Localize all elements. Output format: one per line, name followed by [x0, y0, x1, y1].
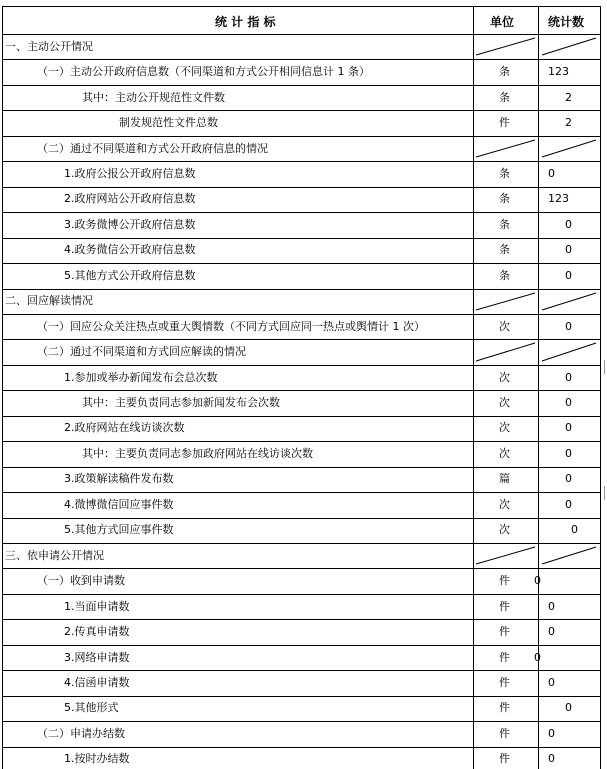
row-unit: 件 — [499, 701, 510, 714]
row-unit: 件 — [499, 651, 510, 664]
row-unit: 次 — [499, 447, 510, 460]
row-value: 0 — [565, 421, 572, 434]
row-label: 5.其他方式回应事件数 — [64, 523, 174, 536]
row-divider — [2, 492, 600, 493]
row-value: 0 — [565, 447, 572, 460]
row-label: 1.当面申请数 — [64, 600, 130, 613]
row-label: 3.政务微博公开政府信息数 — [64, 218, 196, 231]
row-value: 0 — [565, 472, 572, 485]
row-label: 5.其他形式 — [64, 701, 119, 714]
header-count: 统计数 — [548, 15, 585, 29]
row-unit: 条 — [499, 243, 510, 256]
row-divider — [2, 467, 600, 468]
row-label: （二）通过不同渠道和方式回应解读的情况 — [37, 345, 246, 358]
row-divider — [2, 568, 600, 569]
row-unit: 件 — [499, 116, 510, 129]
row-label: （二）通过不同渠道和方式公开政府信息的情况 — [37, 142, 268, 155]
row-unit: 次 — [499, 498, 510, 511]
row-divider — [2, 645, 600, 646]
row-label: 其中：主动公开规范性文件数 — [82, 91, 225, 104]
row-divider — [2, 238, 600, 239]
table-border-left — [2, 6, 3, 769]
row-label: 制发规范性文件总数 — [119, 116, 218, 129]
row-divider — [2, 339, 600, 340]
row-label: 三、依申请公开情况 — [5, 549, 104, 562]
row-value: 2 — [565, 91, 572, 104]
row-unit: 次 — [499, 421, 510, 434]
row-value: 0 — [571, 523, 578, 536]
row-unit: 篇 — [499, 472, 510, 485]
row-value: 0 — [565, 701, 572, 714]
row-divider — [2, 390, 600, 391]
row-divider — [2, 543, 600, 544]
row-unit: 条 — [499, 65, 510, 78]
edge-mark — [604, 360, 605, 374]
row-value: 0 — [565, 218, 572, 231]
row-label: 其中：主要负责同志参加新闻发布会次数 — [82, 396, 280, 409]
row-label: 5.其他方式公开政府信息数 — [64, 269, 196, 282]
table-border-top — [2, 6, 600, 7]
table-border-right — [600, 6, 601, 769]
row-unit: 次 — [499, 371, 510, 384]
row-value: 0 — [565, 320, 572, 333]
row-value: 123 — [548, 65, 569, 78]
row-unit: 次 — [499, 320, 510, 333]
row-value: 0 — [565, 371, 572, 384]
row-value: 0 — [565, 396, 572, 409]
row-value: 0 — [548, 727, 555, 740]
blank-cell-diagonal — [474, 36, 600, 57]
row-unit: 条 — [499, 167, 510, 180]
row-divider — [2, 441, 600, 442]
row-label: 2.政府网站在线访谈次数 — [64, 421, 185, 434]
row-divider — [2, 263, 600, 264]
row-label: 二、回应解读情况 — [5, 294, 93, 307]
row-divider — [2, 518, 600, 519]
row-divider — [2, 161, 600, 162]
row-value: 0 — [565, 269, 572, 282]
row-unit: 件 — [499, 752, 510, 765]
blank-cell-diagonal — [474, 341, 600, 363]
row-divider — [2, 619, 600, 620]
row-label: 3.网络申请数 — [64, 651, 130, 664]
row-label: 2.政府网站公开政府信息数 — [64, 192, 196, 205]
row-label: 2.传真申请数 — [64, 625, 130, 638]
row-unit: 条 — [499, 269, 510, 282]
row-label: 1.政府公报公开政府信息数 — [64, 167, 196, 180]
row-unit: 件 — [499, 600, 510, 613]
row-label: 1.参加或举办新闻发布会总次数 — [64, 371, 218, 384]
unit-column-divider — [473, 6, 474, 769]
row-value: 0 — [565, 243, 572, 256]
row-value: 0 — [548, 752, 555, 765]
edge-mark — [604, 486, 605, 500]
blank-cell-diagonal — [474, 138, 600, 159]
row-label: （一）回应公众关注热点或重大舆情数（不同方式回应同一热点或舆情计 1 次） — [37, 320, 425, 333]
row-label: 4.政务微信公开政府信息数 — [64, 243, 196, 256]
row-label: （一）主动公开政府信息数（不同渠道和方式公开相同信息计 1 条） — [37, 65, 370, 78]
header-unit: 单位 — [490, 15, 515, 29]
row-unit: 件 — [499, 574, 510, 587]
row-divider — [2, 670, 600, 671]
row-unit: 条 — [499, 91, 510, 104]
row-label: 4.微博微信回应事件数 — [64, 498, 174, 511]
row-divider — [2, 747, 600, 748]
row-value: 0 — [548, 676, 555, 689]
header-divider — [2, 34, 600, 35]
row-divider — [2, 110, 600, 111]
row-divider — [2, 696, 600, 697]
row-divider — [2, 187, 600, 188]
row-divider — [2, 136, 600, 137]
row-label: 1.按时办结数 — [64, 752, 130, 765]
row-unit: 次 — [499, 396, 510, 409]
row-value: 2 — [565, 116, 572, 129]
row-divider — [2, 289, 600, 290]
row-value: 123 — [548, 192, 569, 205]
row-label: 其中：主要负责同志参加政府网站在线访谈次数 — [82, 447, 313, 460]
row-divider — [2, 594, 600, 595]
row-divider — [2, 365, 600, 366]
row-unit: 条 — [499, 218, 510, 231]
row-value: 0 — [534, 651, 541, 664]
row-value: 0 — [548, 625, 555, 638]
row-value: 0 — [548, 167, 555, 180]
row-value: 0 — [565, 498, 572, 511]
row-unit: 条 — [499, 192, 510, 205]
blank-cell-diagonal — [474, 545, 600, 566]
row-value: 0 — [548, 600, 555, 613]
row-unit: 件 — [499, 625, 510, 638]
row-divider — [2, 416, 600, 417]
row-label: 3.政策解读稿件发布数 — [64, 472, 174, 485]
row-divider — [2, 85, 600, 86]
row-unit: 件 — [499, 676, 510, 689]
row-divider — [2, 314, 600, 315]
row-unit: 件 — [499, 727, 510, 740]
row-divider — [2, 721, 600, 722]
row-unit: 次 — [499, 523, 510, 536]
row-label: （二）申请办结数 — [37, 727, 125, 740]
header-indicator: 统 计 指 标 — [215, 15, 276, 29]
row-divider — [2, 59, 600, 60]
row-divider — [2, 212, 600, 213]
row-value: 0 — [534, 574, 541, 587]
row-label: （一）收到申请数 — [37, 574, 125, 587]
row-label: 4.信函申请数 — [64, 676, 130, 689]
row-label: 一、主动公开情况 — [5, 40, 93, 53]
blank-cell-diagonal — [474, 291, 600, 312]
